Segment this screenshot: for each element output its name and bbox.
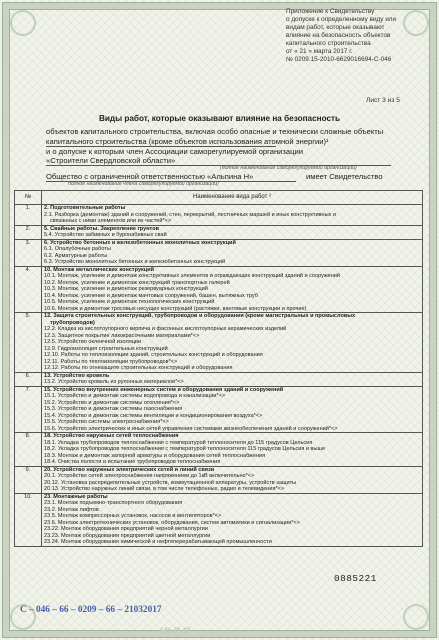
annex-line: капитального строительства [286,40,371,47]
work-item: 20.1. Устройство сетей электроснабжения напряжением до 1кВ включительно*<> [44,473,255,479]
work-item: 12.3. Защитное покрытие лакокрасочными материалами*<> [44,332,200,339]
work-item: 10.2. Монтаж, усиление и демонтаж конструкций транспортных галерей [44,279,230,286]
table-row [15,386,423,433]
member-caption: полное наименование члена саморегулируемой организации) [68,181,219,187]
work-item: 18.4. Очистка полости и испытание трубопроводов теплоснабжения [44,459,221,465]
work-item: связанных с ними элементов или их частей*<> [50,218,172,224]
work-item: 6.1. Опалубочные работы [44,246,111,252]
row-works [42,239,423,266]
annex-line: влияние на безопасность объектов [286,32,391,39]
work-item: 20.12. Установка распределительных устройств, коммутационной аппаратуры, устройств защиты [44,479,297,486]
work-item: 18.2. Укладка трубопроводов теплоснабжения с температурой теплоносителя 115 градусов Цельсия и выше [44,446,326,452]
work-section-title: 13. Устройство кровель [44,372,110,379]
work-item: 10.4. Монтаж, усиление и демонтаж мачтовых сооружений, башен, вытяжных труб [44,292,258,299]
intro-line-2: капитального строительства (кроме объектов использования атомной энергии)¹ [46,137,329,146]
intro-line-1: объектов капитального строительства, включая особо опасные и технически сложные объекты [46,127,384,136]
work-item: 6.2. Арматурные работы [44,252,108,259]
work-item: 10.3. Монтаж, усиление и демонтаж резервуарных конструкций [44,286,208,292]
work-item: 23.2. Монтаж лифтов [44,506,99,513]
work-item: 12.5. Устройство оклеечной изоляции [44,339,142,345]
table-row [15,433,423,467]
row-number: 1. [15,205,42,226]
corner-ornament [10,10,36,36]
row-works [42,372,423,386]
row-works [42,313,423,373]
work-item: 10.6. Монтаж и демонтаж тросовых несущих конструкций (растяжки, вантовые конструкции и прочие) [44,305,307,312]
watermark-text: ЮЛЯ [160,626,193,638]
annex-header [286,8,426,64]
column-name-header: Наименование вида работ ² [42,191,423,205]
row-number: 4. [15,266,42,313]
row-works [42,386,423,433]
row-works [42,225,423,239]
table-row [15,372,423,386]
work-item: 23.6. Монтаж электротехнических установок, оборудования, систем автоматики и сигнализации*<> [44,519,300,526]
work-item: 15.6. Устройство электрических и иных сетей управления системами жизнеобеспечения зданий и сооружений*<> [44,425,338,432]
row-number: 10. [15,493,42,546]
sro-caption: (полное наименование саморегулируемой организации) [220,165,357,171]
work-section-title: 2. Подготовительные работы [44,205,126,211]
work-item: 15.3. Устройство и демонтаж системы газоснабжения [44,406,183,412]
row-number: 6. [15,372,42,386]
work-item: 23.1. Монтаж подъемно-транспортного оборудования [44,500,183,506]
intro-line-3: и о допуске к которым член Ассоциации саморегулируемой организации [46,147,303,156]
work-item: трубопроводов) [50,319,95,326]
row-number: 7. [15,386,42,433]
table-header-row [15,191,423,205]
work-item: 12.12. Работы по огнезащите строительных конструкций и оборудования [44,365,233,371]
work-section-title: 12. Защита строительных конструкций, трубопроводов и оборудования (кроме магистральных и промысловых [44,313,356,319]
work-section-title: 10. Монтаж металлических конструкций [44,266,155,273]
work-item: 10.1. Монтаж, усиление и демонтаж конструктивных элементов и ограждающих конструкций зданий и сооружений [44,273,341,279]
work-item: 12.11. Работы по теплоизоляции трубопроводов*<> [44,358,178,365]
intro-line-4: «Строители Свердловской области» [46,156,176,165]
row-works [42,433,423,467]
document-title: Виды работ, которые оказывают влияние на безопасность [98,114,341,123]
work-item: 18.3. Монтаж и демонтаж запорной арматуры и оборудования сетей теплоснабжения [44,452,266,459]
table-row [15,266,423,313]
corner-ornament [403,604,429,630]
work-item: 23.22. Монтаж оборудования предприятий черной металлургии [44,526,208,532]
column-number-header: № [15,191,42,205]
work-item: 15.2. Устройство и демонтаж системы отопления*<> [44,399,180,406]
row-works [42,266,423,313]
work-section-title: 15. Устройство внутренних инженерных систем и оборудования зданий и сооружений [44,386,284,393]
annex-line: видам работ, которые оказывают [286,24,385,31]
work-item: 15.4. Устройство и демонтаж системы вентиляции и кондиционирования воздуха*<> [44,412,263,419]
serial-number: 0885221 [334,573,377,584]
work-section-title: 6. Устройство бетонных и железобетонных монолитных конструкций [44,239,236,246]
table-row [15,493,423,546]
annex-line: от « 21 » марта 2017 г. [286,48,353,55]
work-item: 23.5. Монтаж компрессорных установок, насосов и вентиляторов*<> [44,513,222,519]
row-number: 5. [15,313,42,373]
work-item: 13.2. Устройство кровель из рулонных материалов*<> [44,379,184,385]
work-item: 12.9. Гидроизоляция строительных конструкций [44,345,168,352]
work-item: 20.13. Устройство наружных линий связи, в том числе телефонных, радио и телевидения*<> [44,486,285,492]
row-works [42,493,423,546]
work-item: 6.3. Устройство монолитных бетонных и железобетонных конструкций [44,259,226,265]
works-table [14,190,423,547]
work-item: 5.4. Устройство забивных и буронабивных свай [44,232,167,238]
work-item: 23.23. Монтаж оборудования предприятий цветной металлургии [44,532,211,539]
row-number: 9. [15,466,42,493]
certificate-code: С – 046 – 66 – 0209 – 66 – 21032017 [20,605,162,615]
table-row [15,239,423,266]
work-section-title: 5. Свайные работы. Закрепление грунтов [44,225,159,232]
member-name: Общество с ограниченной ответственностью «Альпина Н» [46,172,254,181]
work-item: 12.10. Работы по теплоизоляции зданий, строительных конструкций и оборудования [44,352,263,358]
work-item: 18.1. Укладка трубопроводов теплоснабжения с температурой теплоносителя до 115 градусов Цельсия [44,439,313,446]
row-number: 8. [15,433,42,467]
work-item: 10.5. Монтаж, усиление и демонтаж технологических конструкций [44,299,215,305]
work-section-title: 18. Устройство наружных сетей теплоснабжения [44,433,179,439]
work-section-title: 23. Монтажные работы [44,493,108,500]
sheet-number: Лист 3 из 5 [366,97,400,104]
table-row [15,205,423,226]
annex-line: о допуске к определенному виду или [286,16,397,23]
work-item: 15.1. Устройство и демонтаж системы водопровода и канализации*<> [44,393,226,399]
table-row [15,225,423,239]
annex-line: № 0209.15-2010-6629016694-С-046 [286,56,392,63]
work-item: 23.24. Монтаж оборудования химической и нефтеперерабатывающей промышленности [44,539,272,545]
member-suffix: имеет Свидетельство [306,172,383,181]
row-number: 2. [15,225,42,239]
row-works [42,466,423,493]
row-works [42,205,423,226]
work-section-title: 20. Устройство наружных электрических сетей и линий связи [44,466,215,473]
work-item: 2.1. Разборка (демонтаж) зданий и сооружений, стен, перекрытий, лестничных маршей и иных конструктивных и [44,211,336,218]
row-number: 3. [15,239,42,266]
work-item: 15.5. Устройство системы электроснабжения*<> [44,419,169,425]
annex-line: Приложение к Свидетельству [286,8,375,15]
table-row [15,313,423,373]
work-item: 12.2. Кладка из кислотоупорного кирпича и фасонных кислотоупорных керамических изделий [44,326,287,332]
table-row [15,466,423,493]
